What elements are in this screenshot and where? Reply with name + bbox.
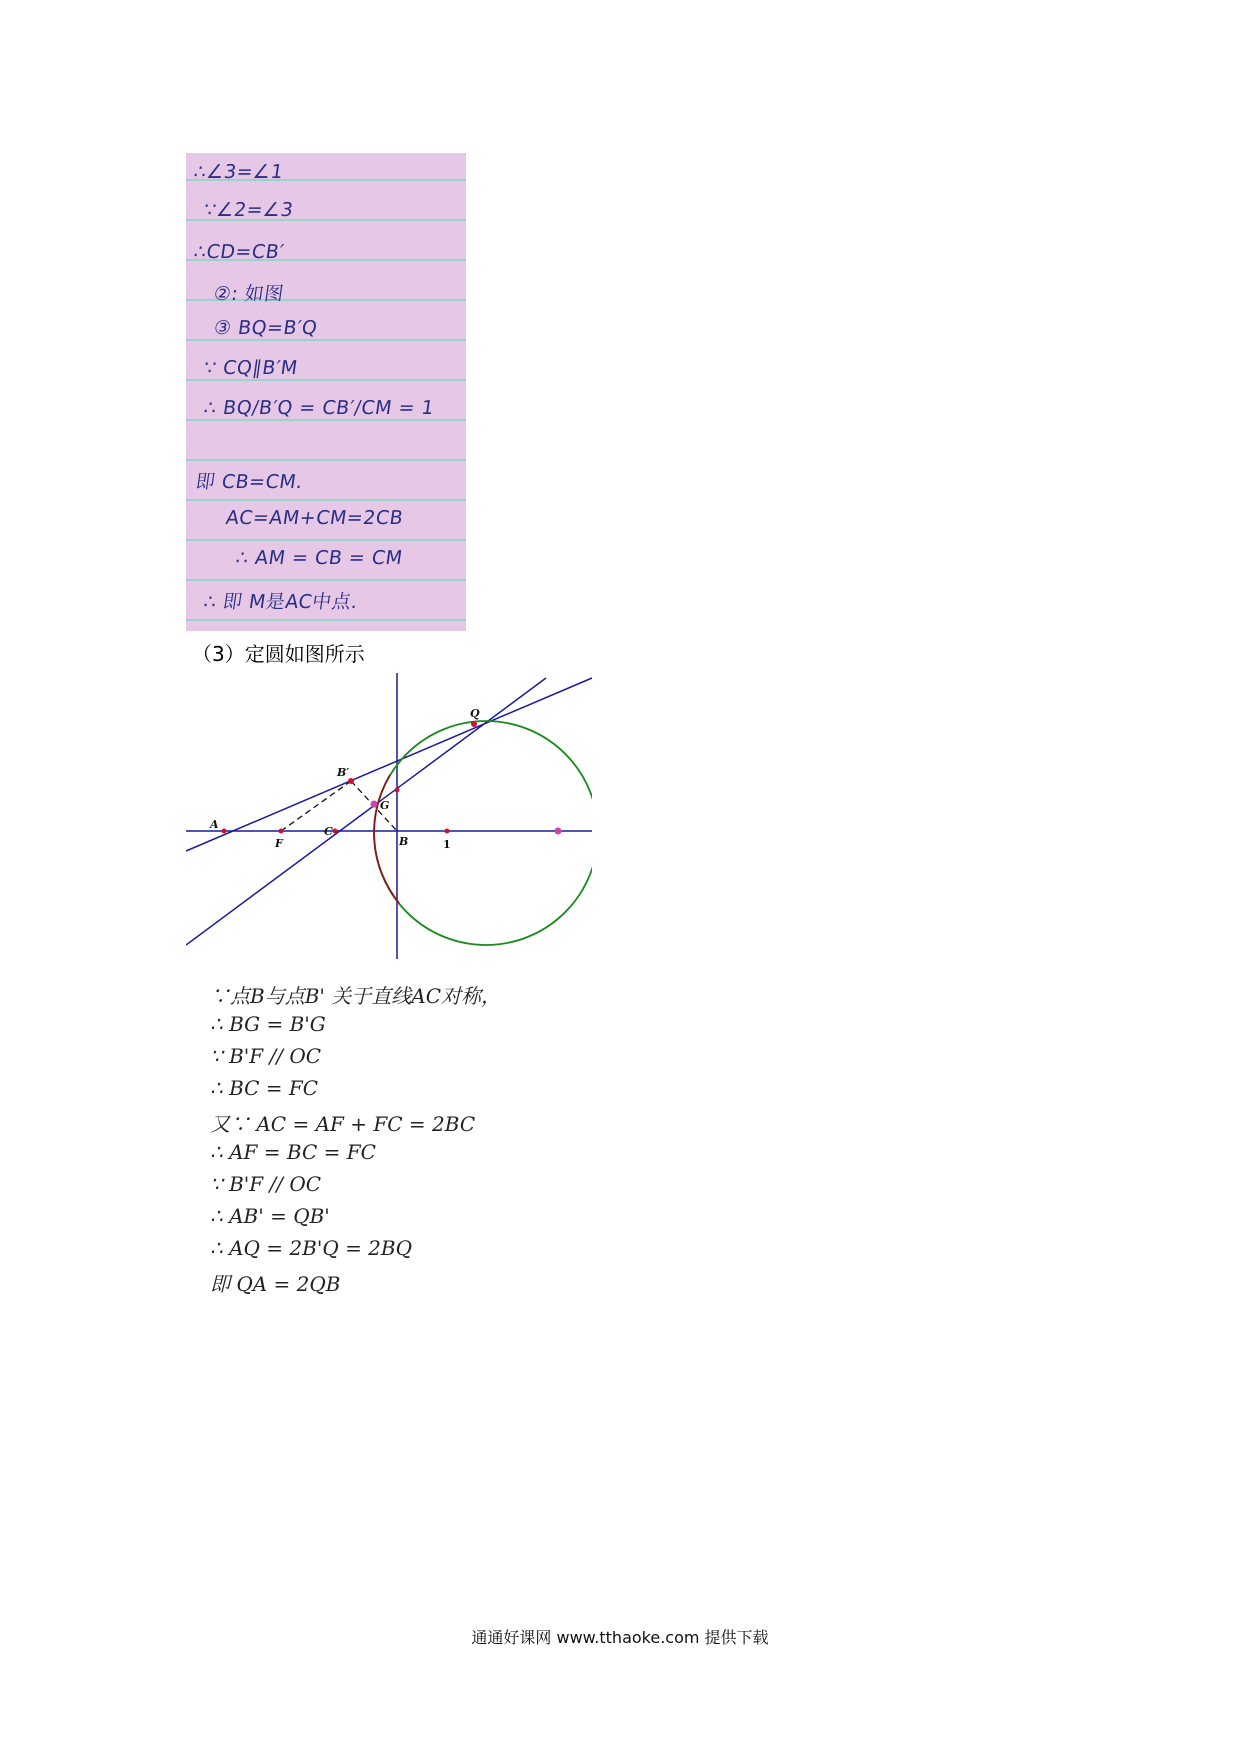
label-b: B bbox=[399, 835, 409, 848]
label-f: F bbox=[275, 837, 283, 850]
point-on-vertical bbox=[395, 788, 400, 793]
note-line: ②: 如图 bbox=[212, 283, 286, 305]
figure-caption: （3）定圆如图所示 bbox=[192, 642, 365, 666]
point-a bbox=[222, 829, 227, 834]
point-far bbox=[555, 828, 562, 835]
point-g bbox=[371, 801, 378, 808]
footer-watermark: 通通好课网 www.tthaoke.com 提供下载 bbox=[471, 1628, 769, 1647]
note-line: ∴ 即 M是AC中点. bbox=[202, 591, 360, 613]
point-one bbox=[445, 829, 450, 834]
label-g: G bbox=[380, 799, 390, 812]
note-line: 即 CB=CM. bbox=[194, 471, 305, 493]
note-line: ∵ CQ∥B′M bbox=[202, 357, 300, 379]
proof-line: ∵ B'F // OC bbox=[210, 1172, 322, 1196]
point-q bbox=[471, 721, 477, 727]
proof-line: 又∵ AC = AF + FC = 2BC bbox=[210, 1112, 476, 1136]
proof-line: ∴ BG = B'G bbox=[210, 1012, 326, 1036]
proof-line: ∴ BC = FC bbox=[210, 1076, 319, 1100]
line-aq bbox=[186, 678, 592, 851]
proof-line: ∴ AB' = QB' bbox=[210, 1204, 330, 1228]
note-line: ∴ BQ/B′Q = CB′/CM = 1 bbox=[202, 397, 436, 419]
note-line: ∴CD=CB′ bbox=[192, 241, 286, 263]
label-b-prime: B′ bbox=[337, 766, 350, 779]
note-line: ∴∠3=∠1 bbox=[192, 161, 285, 183]
handwritten-notes-photo bbox=[186, 153, 466, 631]
proof-line: ∴ AF = BC = FC bbox=[210, 1140, 376, 1164]
note-line: ∵∠2=∠3 bbox=[202, 199, 295, 221]
arc-segment bbox=[374, 775, 399, 903]
note-line: AC=AM+CM=2CB bbox=[224, 507, 405, 529]
label-c: C bbox=[324, 825, 333, 838]
proof-line: ∴ AQ = 2B'Q = 2BQ bbox=[210, 1236, 413, 1260]
point-f bbox=[279, 829, 284, 834]
note-line: ∴ AM = CB = CM bbox=[234, 547, 405, 569]
note-line: ③ BQ=B′Q bbox=[212, 317, 319, 339]
proof-line: ∵点B与点B' 关于直线AC对称， bbox=[210, 984, 501, 1008]
label-a: A bbox=[210, 818, 219, 831]
line-cq bbox=[186, 678, 546, 945]
proof-line: 即 QA = 2QB bbox=[210, 1272, 341, 1296]
label-one: 1 bbox=[443, 838, 451, 851]
proof-line: ∵ B'F // OC bbox=[210, 1044, 322, 1068]
geometry-figure bbox=[186, 673, 592, 959]
label-q: Q bbox=[470, 707, 480, 720]
point-c bbox=[333, 829, 338, 834]
